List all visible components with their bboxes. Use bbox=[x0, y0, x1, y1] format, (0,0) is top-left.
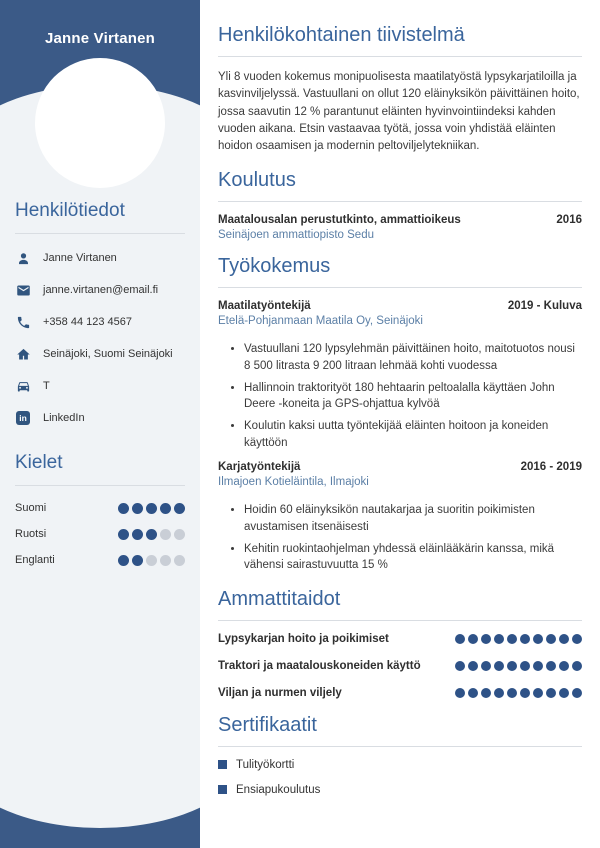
dot-empty bbox=[146, 555, 157, 566]
dot-filled bbox=[546, 661, 556, 671]
dot-filled bbox=[455, 661, 465, 671]
dot-filled bbox=[533, 634, 543, 644]
summary-text: Yli 8 vuoden kokemus monipuolisesta maatilatyöstä lypsykarjatiloilla ja kasvinviljelyssä. Vastuullani on ollut 120 eläinyksikön päivittäinen hoito, jossa saavutin 12 % parantunut eläinten hyvinvointiindeksi kahden vuoden aikana. Etsin vastaavaa työtä, jossa voin yhdistää eläinten hoidon osaamisen ja modernin peltoviljelytekniikan. bbox=[218, 71, 580, 152]
skill-row bbox=[218, 660, 582, 672]
dot-filled bbox=[132, 555, 143, 566]
dot-filled bbox=[118, 503, 129, 514]
dot-filled bbox=[572, 688, 582, 698]
skill-row bbox=[218, 687, 582, 699]
language-level-dots bbox=[118, 529, 185, 540]
company-name[interactable]: Ilmajoen Kotieläintila, Ilmajoki bbox=[218, 476, 369, 489]
dot-filled bbox=[546, 688, 556, 698]
contact-name-text: Janne Virtanen bbox=[43, 252, 117, 264]
dot-filled bbox=[132, 503, 143, 514]
dot-empty bbox=[174, 555, 185, 566]
certificates-heading: Sertifikaatit bbox=[218, 714, 582, 747]
square-bullet-icon bbox=[218, 785, 227, 794]
degree-year: 2016 bbox=[556, 214, 582, 227]
sidebar bbox=[0, 0, 200, 848]
dot-empty bbox=[160, 529, 171, 540]
languages-heading: Kielet bbox=[15, 452, 185, 486]
home-icon bbox=[15, 346, 31, 362]
user-icon bbox=[15, 250, 31, 266]
language-row bbox=[15, 554, 185, 566]
certificate-item bbox=[218, 784, 582, 796]
contact-item-phone bbox=[15, 314, 185, 330]
contact-linkedin-text[interactable]: LinkedIn bbox=[43, 412, 85, 424]
job-bullet: • Kehitin ruokintaohjelman yhdessä eläinlääkärin kanssa, mikä vähensi sairastuvuutta 15 % bbox=[244, 541, 582, 574]
dot-filled bbox=[160, 503, 171, 514]
avatar bbox=[35, 58, 165, 188]
dot-filled bbox=[132, 529, 143, 540]
experience-entry bbox=[218, 461, 582, 574]
languages-section bbox=[15, 452, 185, 566]
dot-filled bbox=[520, 661, 530, 671]
square-bullet-icon bbox=[218, 760, 227, 769]
language-row bbox=[15, 528, 185, 540]
dot-filled bbox=[468, 688, 478, 698]
sidebar-content bbox=[0, 200, 200, 580]
dot-filled bbox=[520, 688, 530, 698]
education-heading: Koulutus bbox=[218, 169, 582, 202]
dot-filled bbox=[468, 661, 478, 671]
dot-filled bbox=[494, 688, 504, 698]
experience-section bbox=[218, 255, 582, 574]
dot-filled bbox=[507, 661, 517, 671]
language-row bbox=[15, 502, 185, 514]
experience-heading: Työkokemus bbox=[218, 255, 582, 288]
main-content bbox=[200, 0, 600, 848]
experience-entry bbox=[218, 300, 582, 451]
certificates-section bbox=[218, 714, 582, 796]
language-label: Suomi bbox=[15, 502, 47, 514]
skill-level-dots bbox=[455, 661, 582, 671]
education-section bbox=[218, 169, 582, 241]
dot-filled bbox=[146, 503, 157, 514]
job-bullet: • Vastuullani 120 lypsylehmän päivittäinen hoito, maitotuotos nousi 8 500 litrasta 9 200 litraan lehmää kohti vuodessa bbox=[244, 341, 582, 374]
skill-row bbox=[218, 633, 582, 645]
certificate-item bbox=[218, 759, 582, 771]
job-bullet-list bbox=[218, 341, 582, 451]
dot-filled bbox=[494, 634, 504, 644]
person-name: Janne Virtanen bbox=[44, 30, 156, 47]
dot-filled bbox=[468, 634, 478, 644]
dot-filled bbox=[546, 634, 556, 644]
contact-item-address bbox=[15, 346, 185, 362]
contact-item-email bbox=[15, 282, 185, 298]
skill-label: Lypsykarjan hoito ja poikimiset bbox=[218, 632, 389, 645]
personal-info-heading: Henkilötiedot bbox=[15, 200, 185, 234]
skills-section bbox=[218, 588, 582, 699]
job-bullet: • Hallinnoin traktorityöt 180 hehtaarin peltoalalla käyttäen John Deere -koneita ja GPS-ohjattua kylvöä bbox=[244, 380, 582, 413]
language-label: Ruotsi bbox=[15, 528, 47, 540]
degree-title: Maatalousalan perustutkinto, ammattioikeus bbox=[218, 214, 461, 227]
job-bullet: • Hoidin 60 eläinyksikön nautakarjaa ja suoritin poikimisten avustamisen itsenäisesti bbox=[244, 502, 582, 535]
mail-icon bbox=[15, 282, 31, 298]
skills-heading: Ammattitaidot bbox=[218, 588, 582, 621]
footer-curve-shape bbox=[0, 668, 200, 828]
job-bullet-list bbox=[218, 502, 582, 574]
dot-filled bbox=[507, 634, 517, 644]
skill-label: Traktori ja maatalouskoneiden käyttö bbox=[218, 659, 421, 672]
summary-heading: Henkilökohtainen tiivistelmä bbox=[218, 24, 582, 57]
dot-filled bbox=[455, 688, 465, 698]
skill-level-dots bbox=[455, 688, 582, 698]
dot-filled bbox=[118, 555, 129, 566]
language-level-dots bbox=[118, 555, 185, 566]
dot-filled bbox=[572, 661, 582, 671]
education-entry bbox=[218, 214, 582, 241]
dot-filled bbox=[481, 688, 491, 698]
phone-icon bbox=[15, 314, 31, 330]
language-label: Englanti bbox=[15, 554, 55, 566]
certificate-label: Ensiapukoulutus bbox=[236, 783, 321, 796]
job-period: 2016 - 2019 bbox=[520, 461, 582, 474]
dot-filled bbox=[533, 688, 543, 698]
dot-filled bbox=[507, 688, 517, 698]
school-name[interactable]: Seinäjoen ammattiopisto Sedu bbox=[218, 229, 374, 242]
dot-filled bbox=[559, 688, 569, 698]
dot-empty bbox=[160, 555, 171, 566]
contact-license-text: T bbox=[43, 380, 50, 392]
job-period: 2019 - Kuluva bbox=[507, 300, 582, 313]
job-bullet: • Koulutin kaksi uutta työntekijää eläinten hoitoon ja koneiden käyttöön bbox=[244, 418, 582, 451]
dot-filled bbox=[455, 634, 465, 644]
dot-filled bbox=[572, 634, 582, 644]
car-icon bbox=[15, 378, 31, 394]
dot-filled bbox=[481, 661, 491, 671]
dot-filled bbox=[533, 661, 543, 671]
job-title: Maatilatyöntekijä bbox=[218, 300, 311, 313]
summary-section bbox=[218, 24, 582, 155]
contact-item-linkedin[interactable] bbox=[15, 410, 185, 426]
dot-filled bbox=[559, 661, 569, 671]
contact-phone-text: +358 44 123 4567 bbox=[43, 316, 133, 328]
contact-item-name bbox=[15, 250, 185, 266]
company-name[interactable]: Etelä-Pohjanmaan Maatila Oy, Seinäjoki bbox=[218, 315, 423, 328]
dot-empty bbox=[174, 529, 185, 540]
contact-address-text: Seinäjoki, Suomi Seinäjoki bbox=[43, 348, 173, 360]
skill-level-dots bbox=[455, 634, 582, 644]
dot-filled bbox=[520, 634, 530, 644]
dot-filled bbox=[494, 661, 504, 671]
contact-email-text: janne.virtanen@email.fi bbox=[43, 284, 159, 296]
skill-label: Viljan ja nurmen viljely bbox=[218, 686, 342, 699]
dot-filled bbox=[118, 529, 129, 540]
dot-filled bbox=[174, 503, 185, 514]
dot-filled bbox=[481, 634, 491, 644]
dot-filled bbox=[559, 634, 569, 644]
job-title: Karjatyöntekijä bbox=[218, 461, 301, 474]
certificate-label: Tulityökortti bbox=[236, 758, 295, 771]
language-level-dots bbox=[118, 503, 185, 514]
linkedin-icon: in bbox=[15, 410, 31, 426]
contact-item-license bbox=[15, 378, 185, 394]
dot-filled bbox=[146, 529, 157, 540]
